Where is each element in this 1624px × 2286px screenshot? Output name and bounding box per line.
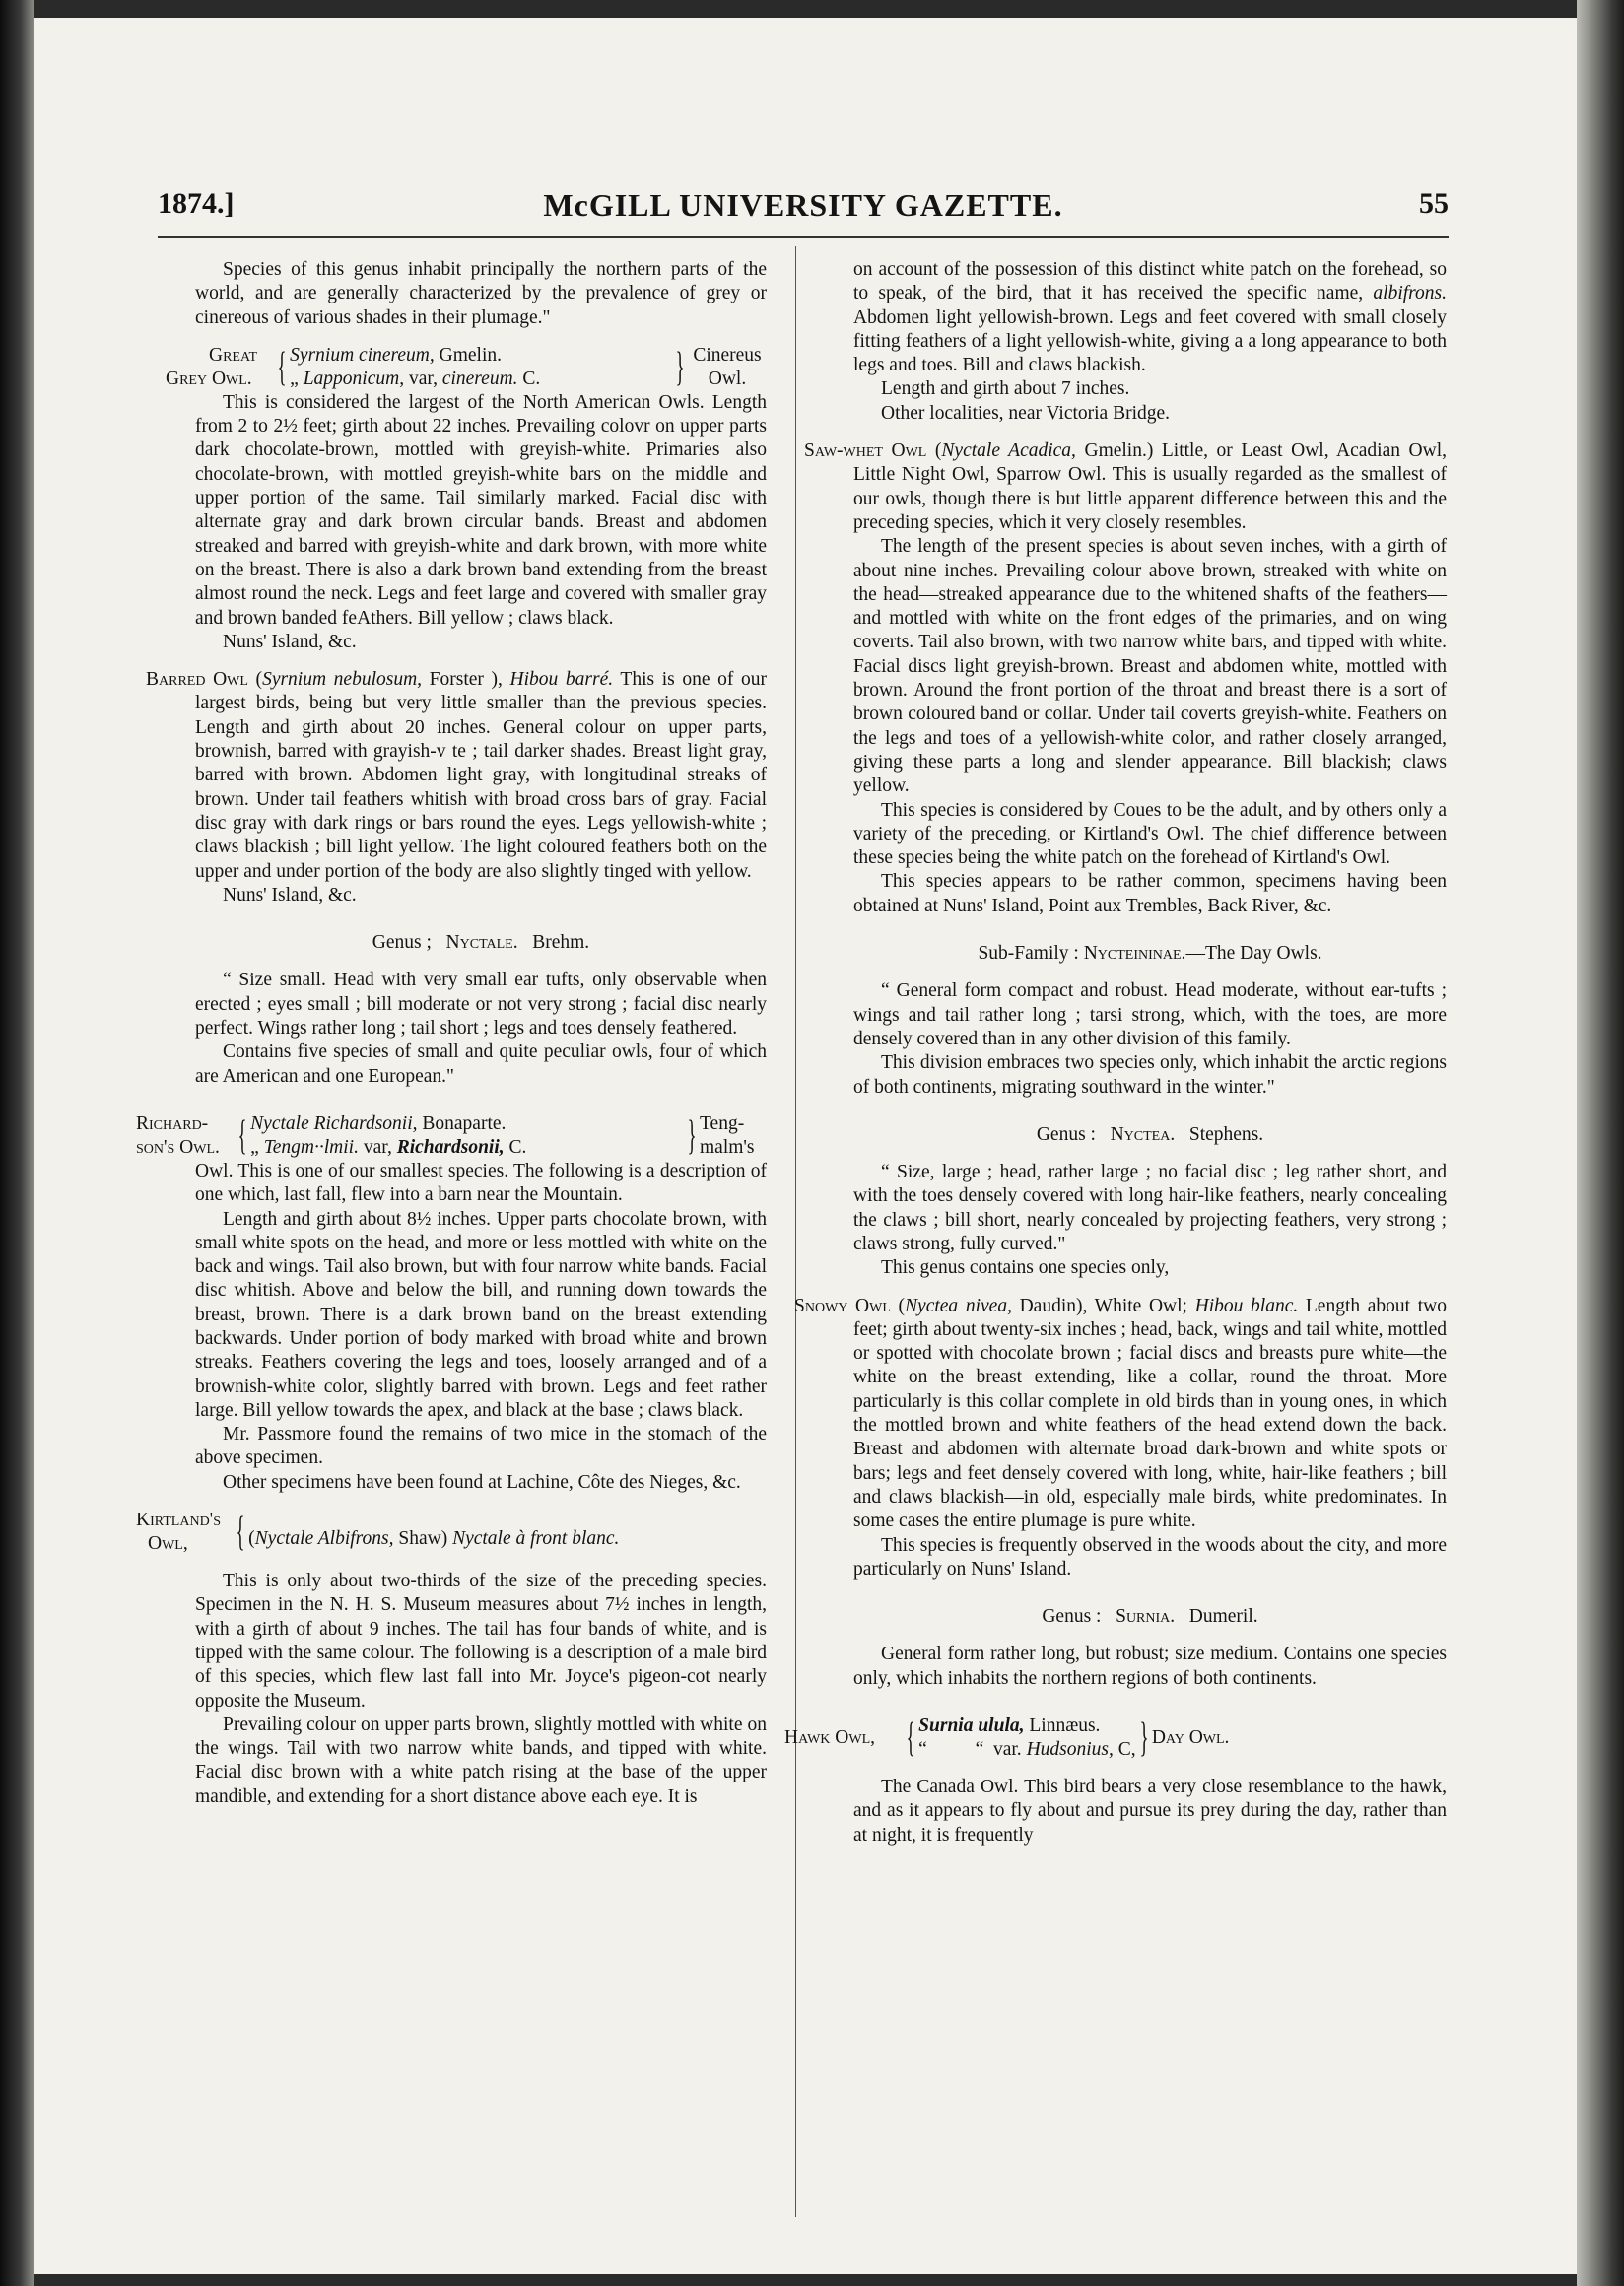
french-name: Nyctale à front blanc. <box>452 1528 620 1550</box>
genus-heading-nyctea <box>853 1123 1447 1147</box>
subfamily-heading <box>853 942 1447 966</box>
scientific-name: Nyctale Albifrons, <box>254 1528 394 1550</box>
text: var, <box>358 1136 397 1158</box>
right-column <box>784 258 1448 1848</box>
scientific-name: Hudsonius, <box>1026 1739 1114 1761</box>
brace: } <box>687 1112 697 1159</box>
brace: { <box>277 344 287 390</box>
subfamily-name: Nycteininae. <box>1083 943 1186 965</box>
scientific-name: Lapponicum, <box>303 368 405 389</box>
species-name: Snowy Owl <box>794 1295 891 1316</box>
genus-name: Nyctea. <box>1110 1123 1176 1145</box>
page-number: 55 <box>1419 187 1449 220</box>
running-header <box>158 187 1449 236</box>
text: ( <box>926 440 942 462</box>
brace: { <box>237 1112 247 1159</box>
scientific-name: Syrnium nebulosum, <box>262 669 423 691</box>
brace: } <box>1139 1715 1149 1762</box>
genus-heading-nyctale <box>195 931 767 955</box>
text: var. <box>992 1739 1027 1761</box>
text: var, <box>404 368 442 389</box>
authority: Bonaparte. <box>417 1112 507 1134</box>
paragraph: “ Size, large ; head, rather large ; no facial disc ; leg rather short, and with the toes densely covered with long hair-like feathers, nearly concealing the claws ; bill short, nearly concealed by projecting feathers, very strong ; claws strong, fully curved." <box>853 1162 1447 1254</box>
french-name: Hibou barré. <box>509 669 614 691</box>
paragraph: This species is frequently observed in the woods about the city, and more particularly on Nuns' Island. <box>853 1534 1447 1580</box>
text: on account of the possession of this distinct white patch on the forehead, so to speak, of the bird, that it has received the specific name, <box>853 259 1447 304</box>
common-name: Cinereus <box>693 344 762 366</box>
authority: Daudin), White Owl; <box>1011 1295 1195 1316</box>
species-description: Length and girth about 8½ inches. Upper parts chocolate brown, with small white spots on the head, and more or less mottled with white on the back and wings. Tail also brown, but with four narrow white bands. Facial disc whitish. Above and below the bill, and running down towards the breast, brown. There is a dark brown band on the breast extending backwards. Under portion of body marked with broad white and brown streaks. Feathers covering the legs and toes, loosely arranged and of a brownish-white color, slightly barred with brown. Legs and feet rather large. Bill yellow towards the apex, and black at the base ; claws black. <box>195 1208 767 1421</box>
locality: Nuns' Island, &c. <box>223 884 357 906</box>
paragraph: Mr. Passmore found the remains of two mice in the stomach of the above specimen. <box>195 1424 767 1469</box>
scientific-name: Nyctale Richardsonii, <box>250 1112 418 1134</box>
authority: Brehm. <box>532 932 590 954</box>
scientific-name: Syrnium cinereum, <box>290 344 435 366</box>
header-year: 1874.] <box>158 187 235 220</box>
paragraph: Length and girth about 7 inches. <box>881 378 1130 400</box>
species-heading-hawk-owl <box>784 1714 1447 1762</box>
scientific-name: Nyctale Acadica, <box>941 440 1076 462</box>
brace: } <box>675 344 685 390</box>
species-name: Kirtland's <box>136 1510 221 1531</box>
genus-name: Nyctale. <box>445 932 518 954</box>
authority: C. <box>517 368 541 389</box>
common-name: malm's <box>700 1136 755 1158</box>
species-name: Great <box>209 344 258 366</box>
species-name: Owl, <box>148 1533 188 1555</box>
species-heading-great-grey-owl <box>166 344 767 391</box>
genus-label: Genus : <box>1042 1606 1102 1628</box>
species-entry-saw-whet-owl <box>804 439 1447 535</box>
genus-label: Genus : <box>1036 1123 1096 1145</box>
subfamily-label: Sub-Family : <box>978 943 1079 965</box>
text: ( <box>247 669 263 691</box>
paragraph: General form rather long, but robust; size medium. Contains one species only, which inhabits the northern regions of both continents. <box>853 1644 1447 1689</box>
authority: Shaw) <box>393 1528 453 1550</box>
scientific-name: Nyctea nivea, <box>905 1295 1012 1316</box>
species-heading-kirtlands-owl <box>136 1509 767 1556</box>
genus-label: Genus ; <box>372 932 432 954</box>
paragraph: Contains five species of small and quite peculiar owls, four of which are American and one European." <box>195 1042 767 1087</box>
common-name: Day Owl. <box>1151 1727 1230 1749</box>
authority: Stephens. <box>1188 1123 1264 1145</box>
text: Abdomen light yellowish-brown. Legs and feet covered with small closely fitting feathers of a light yellowish-white, giving a a long appearance to both legs and toes. Bill and claws blackish. <box>853 306 1447 376</box>
authority: C. <box>504 1136 527 1158</box>
authority: Gmelin. <box>434 344 502 366</box>
column-divider <box>795 246 796 2217</box>
paragraph: “ General form compact and robust. Head moderate, without ear-tufts ; wings and tail rather long ; tarsi strong, which, with the toes, are more densely covered than in any other division of this family. <box>853 980 1447 1049</box>
scan-left-edge <box>0 0 34 2286</box>
paragraph: Species of this genus inhabit principally the northern parts of the world, and are generally characterized by the prevalence of grey or cinereous of various shades in their plumage." <box>195 259 767 328</box>
authority: Dumeril. <box>1188 1606 1258 1628</box>
species-entry-barred-owl <box>146 668 767 884</box>
text: ( <box>248 1528 255 1550</box>
text: —The Day Owls. <box>1185 943 1322 965</box>
ditto: “ “ <box>918 1739 993 1761</box>
species-name: Hawk Owl, <box>784 1727 875 1749</box>
species-description: Owl. This is one of our smallest species. The following is a description of one which, last fall, flew into a barn near the Mountain. <box>195 1160 767 1206</box>
species-entry-snowy-owl <box>794 1295 1447 1534</box>
header-rule <box>158 236 1449 238</box>
book-spine-edge <box>1577 0 1624 2286</box>
paragraph: This is considered the largest of the North American Owls. Length from 2 to 2½ feet; girth about 22 inches. Prevailing colovr on upper parts dark chocolate-brown, mottled with greyish-white. Primaries also chocolate-brown, with mottled greyish-white bars on the middle and upper portion of the same. Tail similarly marked. Facial disc with alternate gray and dark brown circular bands. Breast and abdomen streaked and barred with greyish-white and dark brown, with more white on the breast. There is also a dark brown band extending from the breast almost round the neck. Legs and feet large and covered with smaller gray and brown banded feAthers. Bill yellow ; claws black. <box>195 391 767 629</box>
ditto: „ <box>250 1136 264 1158</box>
paragraph: This genus contains one species only, <box>881 1257 1170 1279</box>
species-heading-richardsons-owl <box>136 1112 767 1160</box>
brace: { <box>236 1510 245 1556</box>
paragraph: The Canada Owl. This bird bears a very close resemblance to the hawk, and as it appears to fly about and pursue its prey during the day, rather than at night, it is frequently <box>853 1777 1447 1846</box>
species-description: The length of the present species is about seven inches, with a girth of about nine inches. Prevailing colour above brown, streaked with white on the head—streaked appearance due to the whitened shafts of the feathers—and mottled with white on the front edges of the primaries, and on wing coverts. Tail also brown, with two narrow white bars, and tipped with white. Facial discs light greyish-brown. Breast and abdomen white, mottled with brown. Around the front portion of the throat and breast there is a sort of brown coloured band or collar. Under tail coverts greyish-white. Feathers on the legs and toes of a yellowish-white color, and rather closely arranged, giving these parts a long and slender appearance. Bill blackish; claws yellow. <box>853 536 1447 797</box>
paragraph: “ Size small. Head with very small ear tufts, only observable when erected ; eyes small ; bill moderate or not very strong ; facial disc nearly perfect. Wings rather long ; tail short ; legs and toes densely feathered. <box>195 970 767 1040</box>
paragraph: This species appears to be rather common, specimens having been obtained at Nuns' Island, Point aux Trembles, Back River, &c. <box>853 871 1447 916</box>
authority: Linnæus. <box>1024 1715 1101 1737</box>
paragraph: Other specimens have been found at Lachine, Côte des Nieges, &c. <box>223 1471 741 1493</box>
paragraph: Prevailing colour on upper parts brown, slightly mottled with white on the wings. Tail with two narrow white bands, and tipped with white. Facial disc brown with a white patch rising at the base of the upper mandible, and extending for a short distance above each eye. It is <box>195 1714 767 1807</box>
species-name: Richard- <box>136 1112 209 1134</box>
species-name: Barred Owl <box>146 669 248 691</box>
authority: C, <box>1113 1739 1136 1761</box>
authority: Forster ), <box>422 669 510 691</box>
brace: { <box>906 1715 915 1762</box>
species-description: This is only about two-thirds of the size of the preceding species. Specimen in the N. H. S. Museum measures about 7½ inches in length, with a girth of about 9 inches. The tail has four bands of white, and is tipped with the same colour. The following is a description of a male bird of this species, which flew last fall into Mr. Joyce's pigeon-cot nearly opposite the Museum. <box>195 1571 767 1712</box>
genus-heading-surnia <box>853 1605 1447 1629</box>
header-title: McGILL UNIVERSITY GAZETTE. <box>543 187 1063 223</box>
genus-name: Surnia. <box>1116 1606 1176 1628</box>
species-description: Gmelin.) Little, or Least Owl, Acadian Owl, Little Night Owl, Sparrow Owl. This is usually regarded as the smallest of our owls, though there is but little apparent difference between this and the preceding species, which it very closely resembles. <box>853 440 1448 533</box>
scientific-name: cinereum. <box>441 368 518 389</box>
common-name: Teng- <box>700 1112 745 1134</box>
species-description: This is one of our largest birds, being but very little smaller than the previous species. Length and girth about 20 inches. General colour on upper parts, brownish, barred with grayish-v te ; tail darker shades. Breast light gray, barred with brown. Abdomen light gray, with longitudinal streaks of brown. Under tail feathers whitish with broad cross bars of gray. Facial disc gray with dark rings or bars round the eyes. Legs yellowish-white ; claws blackish ; bill light yellow. The light coloured feathers both on the upper and under portion of the body are also slightly tinged with yellow. <box>195 669 767 882</box>
paragraph <box>853 258 1447 377</box>
species-description: Length about two feet; girth about twenty-six inches ; head, back, wings and tail white, mottled or spotted with chocolate brown ; facial discs and breasts pure white—the white on the breast extending, like a collar, round the throat. More particularly is this collar complete in old birds than in young ones, in which the mottled brown and white feathers of the head extend down the back. Breast and abdomen with alternate broad dark-brown and white spots or bars; legs and feet densely covered with long, white, hair-like feathers ; bill and claws blackish—in old, especially male birds, white predominates. In some cases the entire plumage is pure white. <box>853 1295 1447 1532</box>
left-column <box>136 258 767 1809</box>
species-name: son's Owl. <box>136 1136 220 1158</box>
paragraph: This species is considered by Coues to be the adult, and by others only a variety of the preceding, or Kirtland's Owl. The chief difference between these species being the white patch on the forehead of Kirtland's Owl. <box>853 799 1447 869</box>
scientific-name: albifrons. <box>1373 283 1447 304</box>
scientific-name: Surnia ulula, <box>918 1715 1025 1737</box>
common-name: Owl. <box>708 368 747 389</box>
scientific-name: Richardsonii, <box>396 1136 505 1158</box>
locality: Nuns' Island, &c. <box>223 631 357 652</box>
paragraph: Other localities, near Victoria Bridge. <box>881 402 1171 424</box>
species-name: Grey Owl. <box>166 368 252 389</box>
paragraph: This division embraces two species only, which inhabit the arctic regions of both continents, migrating southward in the winter." <box>853 1052 1447 1098</box>
scientific-name: Tengm··lmii. <box>263 1136 359 1158</box>
species-name: Saw-whet Owl <box>804 440 927 462</box>
ditto: „ <box>290 368 304 389</box>
french-name: Hibou blanc. <box>1194 1295 1299 1316</box>
text: ( <box>890 1295 906 1316</box>
